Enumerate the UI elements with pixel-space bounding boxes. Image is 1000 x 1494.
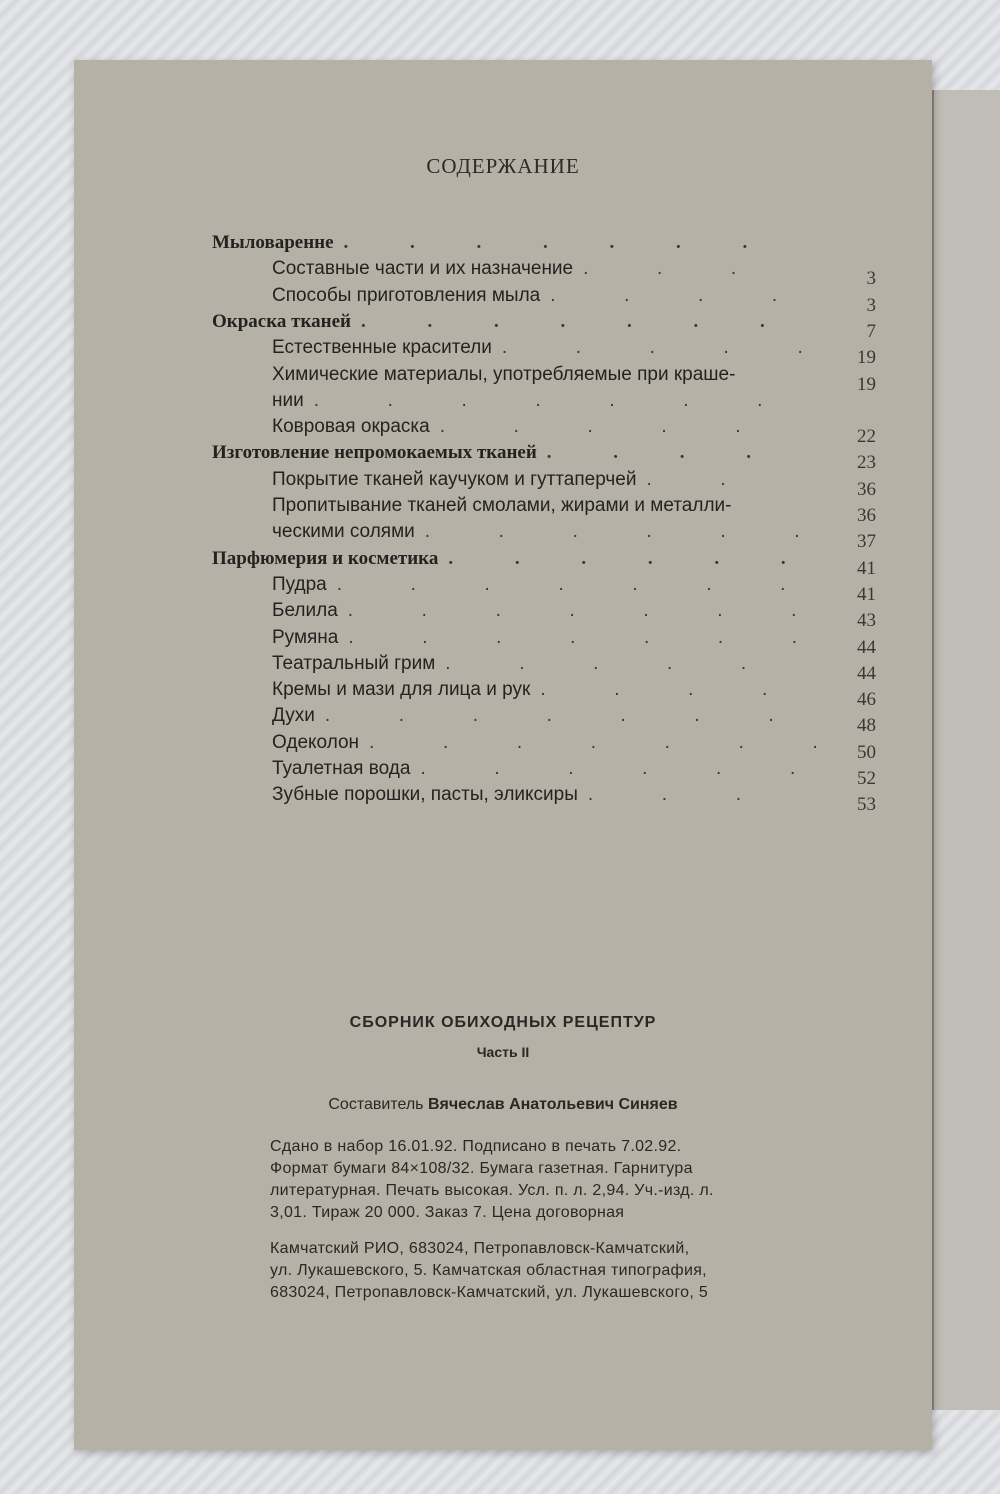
- toc-entry: [272, 337, 803, 363]
- toc-page-number: 36: [857, 478, 876, 500]
- book-title: СБОРНИК ОБИХОДНЫХ РЕЦЕПТУР: [349, 1014, 657, 1031]
- toc-page-number: 44: [857, 636, 876, 658]
- toc-entry-text: Окраска тканей: [212, 310, 351, 332]
- toc-entry: [272, 285, 777, 311]
- toc-entry-text: ческими солями: [272, 521, 415, 543]
- toc-entry-text: Ковровая окраска: [272, 416, 430, 438]
- toc-page-number: 19: [857, 373, 876, 395]
- toc-page-number: 19: [857, 347, 876, 369]
- toc-entry: [272, 732, 818, 758]
- toc-entry: [272, 574, 785, 600]
- publisher-line: ул. Лукашевского, 5. Камчатская областная типография,: [270, 1262, 707, 1279]
- toc-section: [212, 548, 786, 574]
- leader-dots: . . . . . .: [424, 521, 800, 543]
- toc-section: [212, 232, 747, 258]
- leader-dots: . . . . . . .: [369, 731, 818, 753]
- leader-dots: . . . . . . .: [347, 600, 797, 622]
- toc-page-number: 53: [857, 794, 876, 816]
- toc-page-number: 3: [866, 268, 876, 290]
- details-line: Сдано в набор 16.01.92. Подписано в печать 7.02.92.: [270, 1138, 682, 1155]
- toc-page-number: 41: [857, 557, 876, 579]
- toc-page-number: 43: [857, 610, 876, 632]
- leader-dots: . .: [646, 468, 726, 490]
- toc-entry-text: Одеколон: [272, 731, 360, 753]
- toc-entry-text: Кремы и мази для лица и рук: [272, 679, 531, 701]
- toc-entry: [272, 705, 774, 731]
- leader-dots: . . . . .: [439, 416, 741, 438]
- toc-entry: [272, 758, 795, 784]
- toc-entry-text: Пропитывание тканей смолами, жирами и металли-: [272, 495, 732, 516]
- leader-dots: . . . . .: [445, 652, 747, 674]
- toc-page-number: 41: [857, 583, 876, 605]
- leader-dots: . . . . . . .: [343, 232, 748, 253]
- facing-page: [932, 90, 1000, 1410]
- toc-page-number: 37: [857, 531, 876, 553]
- details-line: Формат бумаги 84×108/32. Бумага газетная. Гарнитура: [270, 1160, 693, 1177]
- toc-page-number: 48: [857, 715, 876, 737]
- book-page: [74, 60, 932, 1450]
- leader-dots: . . . . . .: [448, 547, 786, 569]
- toc-entry: [272, 390, 762, 416]
- publisher-line: 683024, Петропавловск-Камчатский, ул. Лукашевского, 5: [270, 1284, 709, 1301]
- toc-title: СОДЕРЖАНИЕ: [426, 154, 580, 178]
- toc-entry-text: Театральный грим: [272, 652, 436, 674]
- details-line: литературная. Печать высокая. Усл. п. л. 2,94. Уч.-изд. л.: [270, 1182, 714, 1199]
- leader-dots: . . . . . . .: [313, 389, 763, 411]
- toc-entry: [272, 627, 797, 653]
- toc-entry: [272, 469, 726, 495]
- details-line: 3,01. Тираж 20 000. Заказ 7. Цена договорная: [270, 1204, 625, 1221]
- toc-page-number: 44: [857, 662, 876, 684]
- toc-entry-text: Химические материалы, употребляемые при краше-: [272, 363, 736, 385]
- toc-entry: [272, 364, 735, 390]
- toc-entry-text: нии: [272, 389, 304, 411]
- leader-dots: . . . . . .: [420, 758, 796, 779]
- toc-entry-text: Изготовление непромокаемых тканей: [212, 442, 537, 464]
- toc-entry-text: Покрытие тканей каучуком и гуттаперчей: [272, 468, 637, 490]
- toc-entry-text: Пудра: [272, 573, 327, 595]
- toc-entry-text: Мыловаренне: [212, 232, 334, 253]
- toc-entry: [272, 495, 731, 521]
- compiler-name: Вячеслав Анатольевич Синяев: [427, 1096, 678, 1113]
- toc-page-number: 52: [857, 768, 876, 789]
- toc-entry-text: Составные части и их назначение: [272, 258, 574, 280]
- toc-page-number: 22: [857, 426, 876, 448]
- leader-dots: . . . . . . .: [348, 626, 798, 648]
- compiler-line: [74, 1096, 932, 1114]
- toc-page-number: 23: [857, 452, 876, 474]
- toc-entry: [272, 679, 767, 705]
- toc-entry-text: Зубные порошки, пасты, эликсиры: [272, 784, 578, 806]
- leader-dots: . . . . . . .: [324, 705, 774, 727]
- leader-dots: . . . .: [550, 284, 778, 306]
- leader-dots: . . . .: [546, 442, 752, 464]
- toc-page-number: 7: [866, 320, 876, 342]
- leader-dots: . . . .: [540, 679, 768, 701]
- publisher-line: Камчатский РИО, 683024, Петропавловск-Камчатский,: [270, 1240, 690, 1257]
- toc-entry: [272, 521, 800, 547]
- toc-section: [212, 311, 765, 337]
- leader-dots: . . .: [583, 258, 737, 280]
- toc-entry-text: Белила: [272, 600, 338, 622]
- toc-section: [212, 442, 751, 468]
- toc-entry: [272, 258, 736, 284]
- toc-entry: [272, 653, 746, 679]
- toc-entry: [272, 600, 796, 626]
- leader-dots: . . . . .: [501, 337, 803, 359]
- toc-entry: [272, 784, 741, 810]
- toc-entry-text: Туалетная вода: [272, 758, 411, 779]
- table-of-contents: [74, 60, 932, 820]
- toc-page-number: 50: [857, 741, 876, 763]
- leader-dots: . . . . . . .: [360, 310, 765, 332]
- toc-entry-text: Естественные красители: [272, 337, 492, 359]
- toc-page-number: 46: [857, 689, 876, 711]
- toc-entry-text: Способы приготовления мыла: [272, 284, 541, 306]
- compiler-label: Составитель: [328, 1096, 424, 1113]
- toc-entry-text: Парфюмерия и косметика: [212, 547, 439, 569]
- leader-dots: . . . . . . .: [336, 573, 786, 595]
- leader-dots: . . .: [587, 784, 741, 806]
- toc-page-number: 36: [857, 505, 876, 526]
- toc-entry: [272, 416, 741, 442]
- book-part: Часть II: [476, 1044, 530, 1060]
- toc-page-number: 3: [866, 294, 876, 316]
- toc-entry-text: Духи: [272, 705, 315, 727]
- toc-entry-text: Румяна: [272, 626, 339, 648]
